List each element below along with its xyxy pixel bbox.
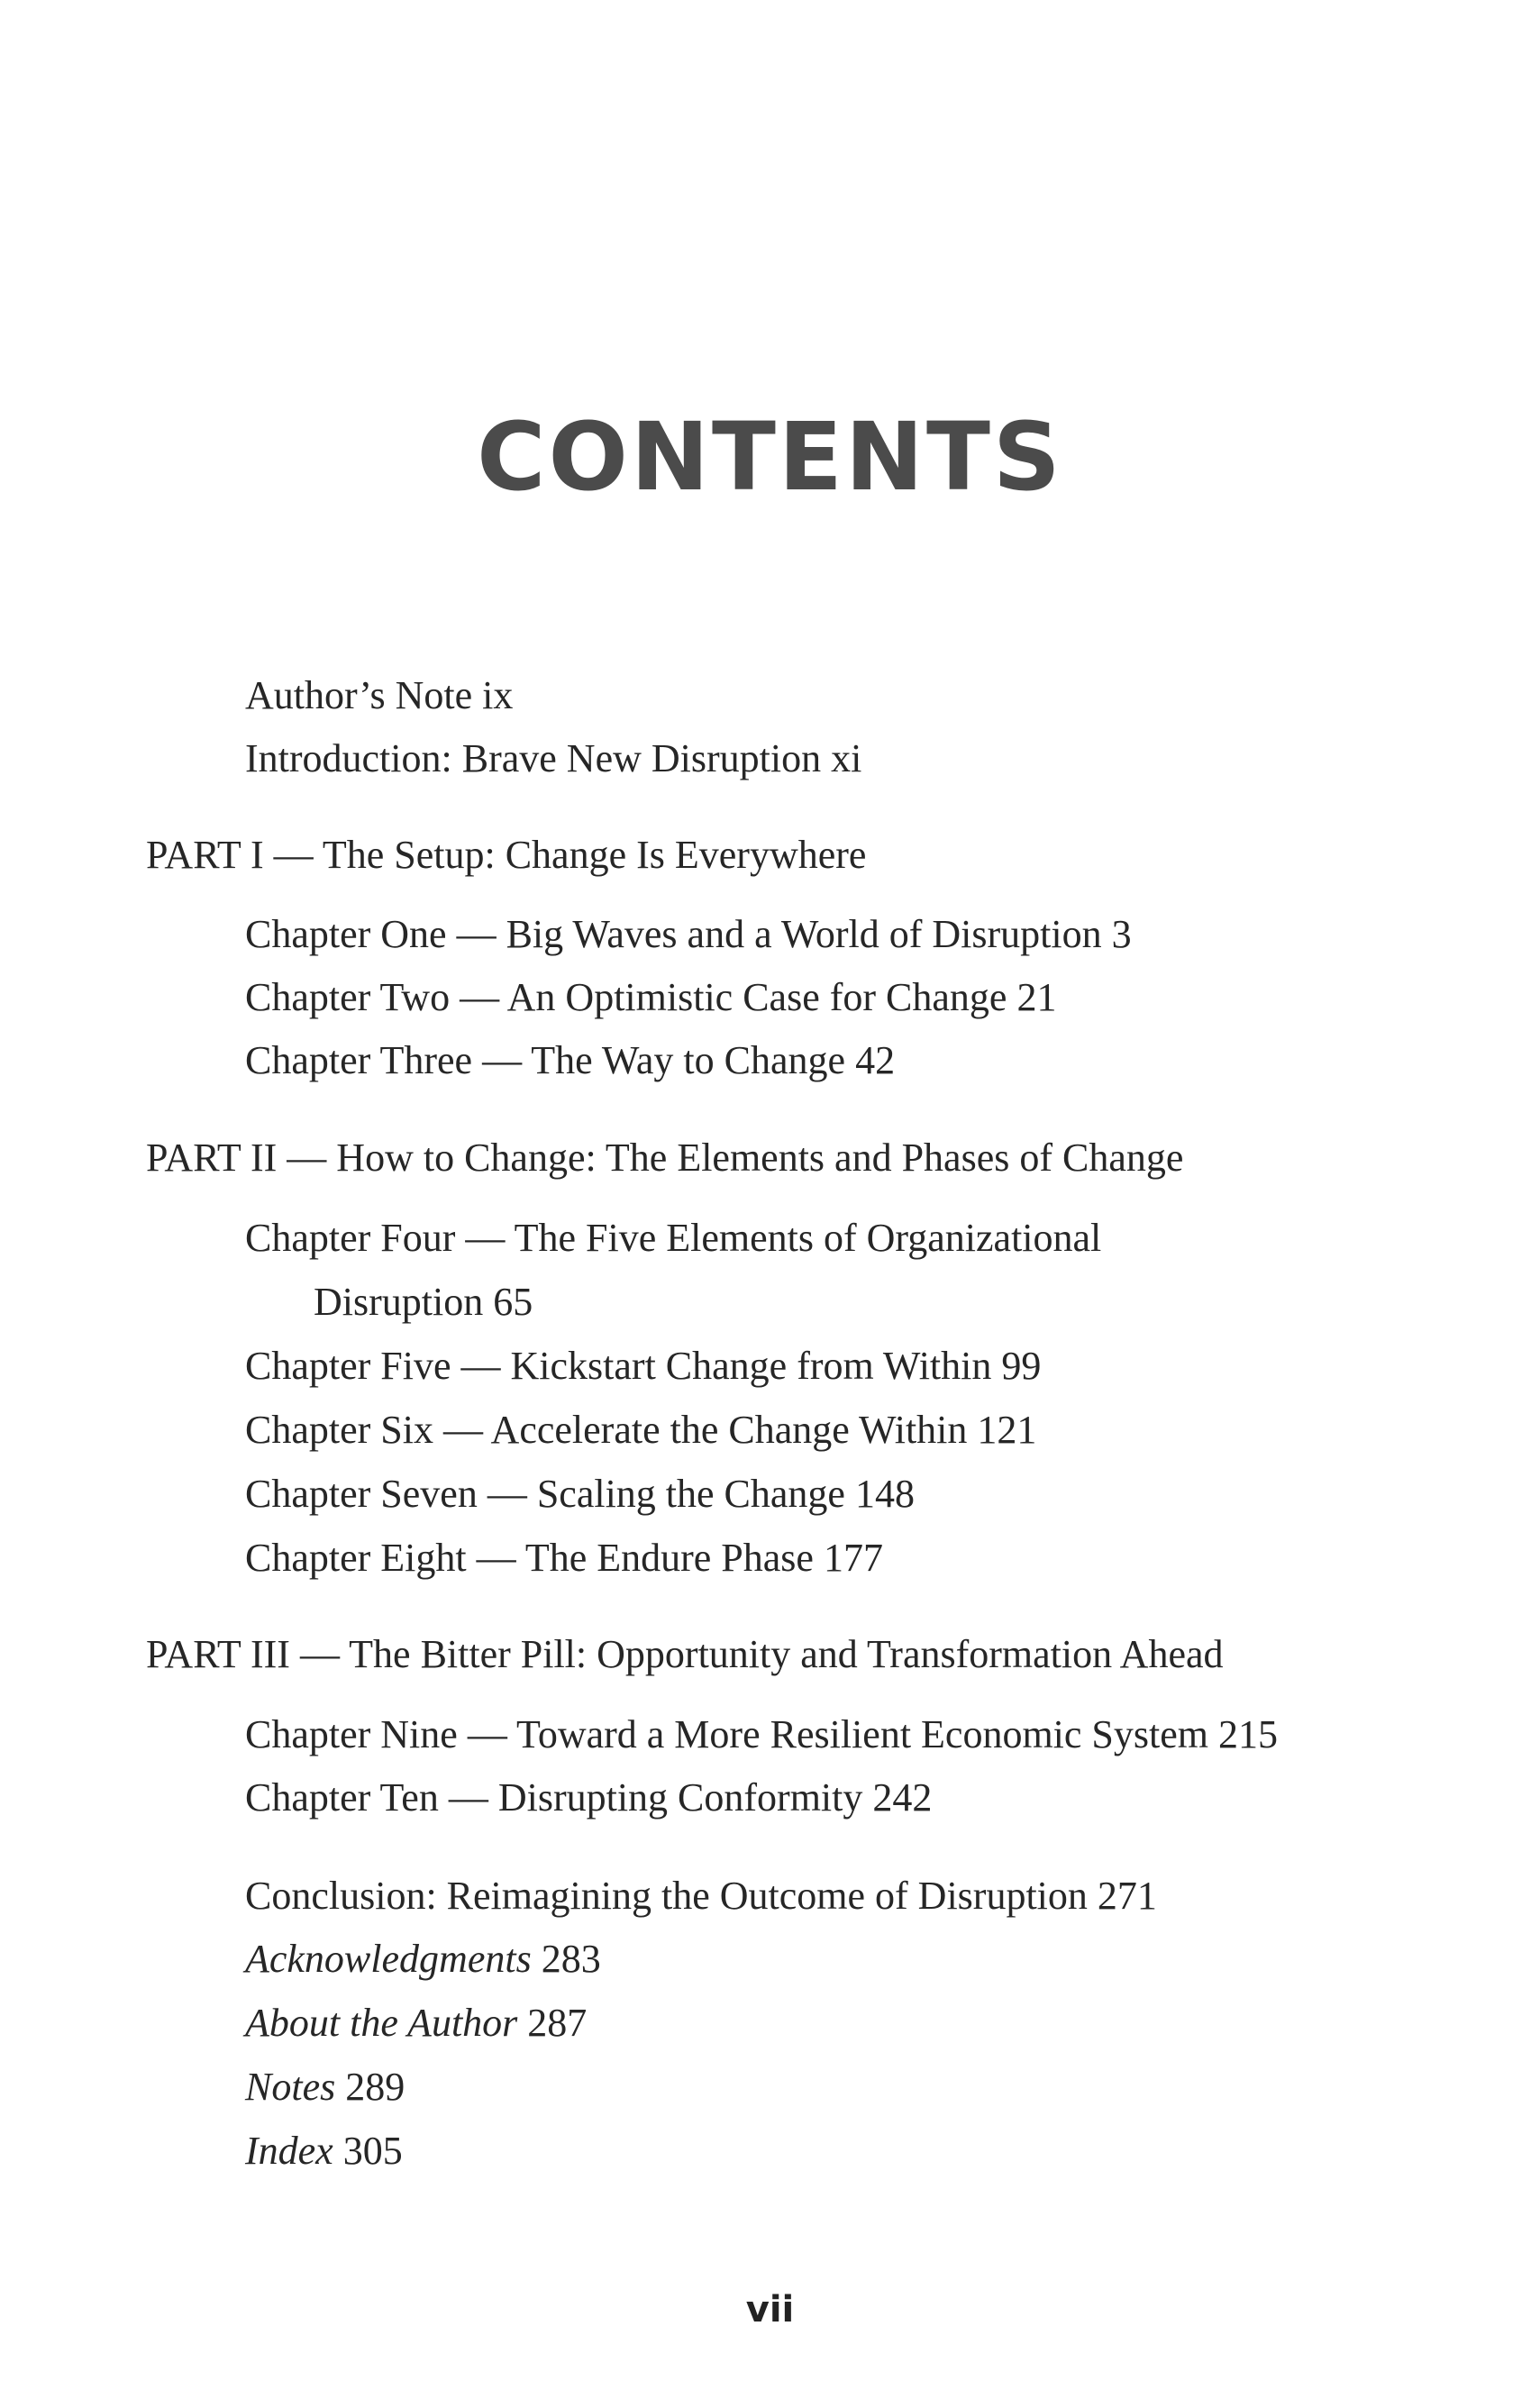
- toc-entry-chapter-six: [245, 1410, 1036, 1450]
- toc-entry-index: [245, 2131, 403, 2171]
- entry-text: Chapter Ten — Disrupting Conformity: [245, 1775, 863, 1820]
- part-heading-1: PART I — The Setup: Change Is Everywhere: [146, 833, 867, 877]
- toc-entry-about-the-author: [245, 2003, 587, 2043]
- toc-entry-chapter-five: [245, 1346, 1041, 1386]
- toc-entry-conclusion: [245, 1876, 1157, 1916]
- toc-entry-acknowledgments: [245, 1939, 601, 1979]
- entry-text: Acknowledgments: [245, 1937, 532, 1981]
- entry-page: 305: [342, 2129, 403, 2173]
- entry-page: 148: [854, 1472, 915, 1516]
- entry-page: 121: [977, 1408, 1037, 1452]
- toc-entry-chapter-one: [245, 912, 1132, 956]
- entry-text: Chapter Eight — The Endure Phase: [245, 1536, 814, 1580]
- toc-entry-chapter-four-continued: [314, 1282, 533, 1322]
- entry-page: ix: [482, 673, 514, 717]
- entry-page: 287: [527, 2001, 588, 2045]
- part-heading-2: PART II — How to Change: The Elements and Phases of Change: [146, 1136, 1184, 1180]
- toc-entry-chapter-nine: [245, 1712, 1278, 1756]
- toc-entry-notes: [245, 2067, 405, 2107]
- toc-entry-authors-note: [245, 673, 514, 717]
- entry-page: 99: [1001, 1344, 1042, 1388]
- entry-page: 242: [872, 1775, 933, 1820]
- entry-text: Conclusion: Reimagining the Outcome of Disruption: [245, 1874, 1088, 1918]
- entry-text: Chapter Two — An Optimistic Case for Change: [245, 975, 1007, 1019]
- toc-entry-chapter-three: [245, 1038, 896, 1082]
- toc-entry-introduction: [245, 736, 862, 780]
- toc-entry-chapter-ten: [245, 1775, 933, 1820]
- entry-page: 21: [1016, 975, 1057, 1019]
- entry-page: 283: [541, 1937, 601, 1981]
- entry-page: xi: [831, 736, 862, 780]
- page-number: vii: [745, 2289, 795, 2331]
- part-heading-3: PART III — The Bitter Pill: Opportunity and Transformation Ahead: [146, 1632, 1224, 1676]
- entry-text: Introduction: Brave New Disruption: [245, 736, 822, 780]
- entry-text: Chapter Five — Kickstart Change from Within: [245, 1344, 992, 1388]
- entry-page: 215: [1218, 1712, 1278, 1756]
- page-title: CONTENTS: [477, 402, 1063, 512]
- entry-text: Author’s Note: [245, 673, 473, 717]
- entry-page: 271: [1097, 1874, 1157, 1918]
- entry-page: 42: [855, 1038, 896, 1082]
- entry-text: Index: [245, 2129, 333, 2173]
- entry-page: 65: [493, 1280, 533, 1324]
- entry-text: Chapter One — Big Waves and a World of Disruption: [245, 912, 1102, 956]
- entry-text: Chapter Three — The Way to Change: [245, 1038, 846, 1082]
- entry-text: Notes: [245, 2065, 336, 2109]
- toc-entry-chapter-four: Chapter Four — The Five Elements of Organizational: [245, 1216, 1102, 1260]
- entry-page: 3: [1111, 912, 1132, 956]
- toc-entry-chapter-seven: [245, 1474, 915, 1514]
- entry-page: 177: [823, 1536, 883, 1580]
- entry-page: 289: [345, 2065, 406, 2109]
- toc-entry-chapter-two: [245, 975, 1057, 1019]
- entry-text: About the Author: [245, 2001, 518, 2045]
- entry-text: Chapter Nine — Toward a More Resilient Economic System: [245, 1712, 1208, 1756]
- entry-text: Chapter Seven — Scaling the Change: [245, 1472, 845, 1516]
- entry-text: Disruption: [314, 1280, 484, 1324]
- entry-text: Chapter Six — Accelerate the Change Within: [245, 1408, 968, 1452]
- toc-entry-chapter-eight: [245, 1538, 883, 1578]
